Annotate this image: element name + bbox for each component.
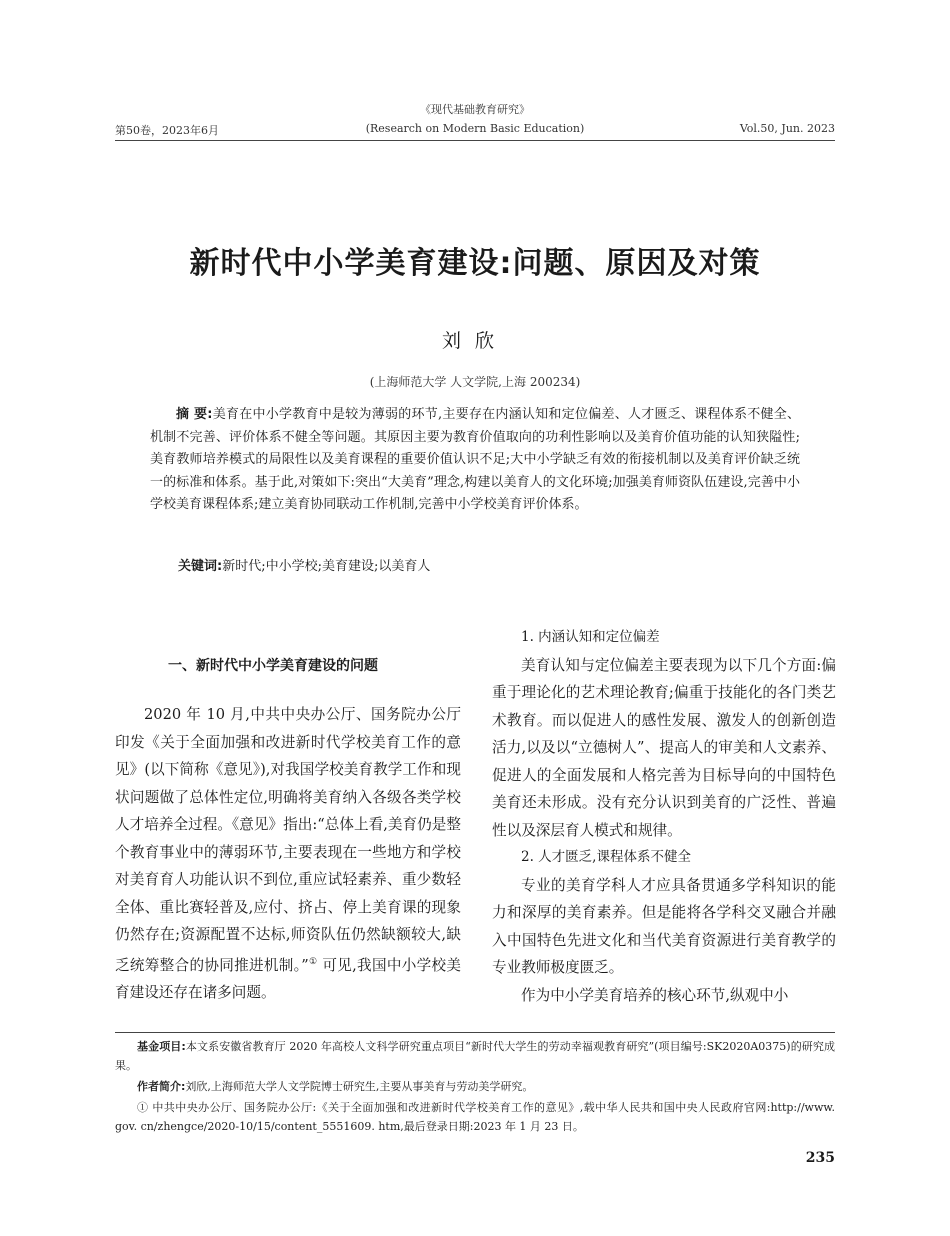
- fund-note: [115, 1037, 835, 1075]
- left-column-body: [115, 701, 461, 1006]
- footnote-marker: ①: [308, 956, 318, 967]
- abstract: [150, 404, 800, 517]
- author-note-text: 刘欣,上海师范大学人文学院博士研究生,主要从事美育与劳动美学研究。: [185, 1080, 534, 1093]
- author-note-label: 作者简介:: [137, 1080, 186, 1093]
- footnotes: [115, 1037, 835, 1136]
- page-number: 235: [805, 1150, 835, 1166]
- abstract-label: 摘 要:: [176, 407, 213, 422]
- section-heading-1: 一、新时代中小学美育建设的问题: [168, 658, 378, 674]
- issue-en: Vol.50, Jun. 2023: [739, 122, 835, 135]
- left-paragraph-1-text: 2020 年 10 月,中共中央办公厅、国务院办公厅印发《关于全面加强和改进新时代学校美育工作的意见》(以下简称《意见》),对我国学校美育教学工作和现状问题做了总体性定位,明确将美育纳入各级各类学校人才培养全过程。《意见》指出:“总体上看,美育仍是整个教育事业中的薄弱环节,主要表现在一些地方和学校对美育育人功能认识不到位,重应试轻素养、重少数轻全体、重比赛轻普及,应付、挤占、停上美育课的现象仍然存在;资源配置不达标,师资队伍仍然缺额较大,缺乏统筹整合的协同推进机制。”: [115, 706, 461, 974]
- journal-name-cn: 《现代基础教育研究》: [420, 103, 530, 116]
- right-paragraph-1: 美育认知与定位偏差主要表现为以下几个方面:偏重于理论化的艺术理论教育;偏重于技能化的各门类艺术教育。而以促进人的感性发展、激发人的创新创造活力,以及以“立德树人”、提高人的审美和人文素养、促进人的全面发展和人格完善为目标导向的中国特色美育还未形成。没有充分认识到美育的广泛性、普遍性以及深层育人模式和规律。: [492, 656, 836, 839]
- subheading-2: 2. 人才匮乏,课程体系不健全: [521, 849, 691, 865]
- issue-cn: 第50卷，2023年6月: [115, 124, 219, 137]
- header-rule: [115, 140, 835, 141]
- keywords-text: 新时代;中小学校;美育建设;以美育人: [222, 559, 431, 574]
- keywords-label: 关键词:: [178, 559, 223, 574]
- right-paragraph-2: 专业的美育学科人才应具备贯通多学科知识的能力和深厚的美育素养。但是能将各学科交叉融合并融入中国特色先进文化和当代美育资源进行美育教学的专业教师极度匮乏。: [492, 876, 836, 976]
- footnote-rule: [115, 1032, 835, 1033]
- subheading-1: 1. 内涵认知和定位偏差: [521, 629, 660, 645]
- right-column-body: [492, 624, 836, 1009]
- fund-text: 本文系安徽省教育厅 2020 年高校人文科学研究重点项目“新时代大学生的劳动幸福观教育研究”(项目编号:SK2020A0375)的研究成果。: [115, 1040, 835, 1072]
- left-paragraph-1: [115, 701, 461, 1006]
- fund-label: 基金项目:: [137, 1040, 186, 1053]
- author-name: 刘欣: [441, 330, 508, 352]
- left-paragraph-1-end: 可见,我国中小学校美育建设还存在诸多问题。: [115, 956, 461, 1001]
- right-paragraph-3: 作为中小学美育培养的核心环节,纵观中小: [521, 986, 789, 1004]
- paper-title: 新时代中小学美育建设:问题、原因及对策: [189, 246, 761, 281]
- keywords: [178, 555, 430, 574]
- footnote-1: ① 中共中央办公厅、国务院办公厅:《关于全面加强和改进新时代学校美育工作的意见》,载中华人民共和国中央人民政府官网:http://www. gov. cn/zhengce/2020-10/15/content_5551609. htm,最后登录日期:2023 年 1 月 23 日。: [115, 1101, 835, 1133]
- author-note: [115, 1077, 835, 1096]
- affiliation: (上海师范大学 人文学院,上海 200234): [369, 375, 581, 389]
- abstract-text: 美育在中小学教育中是较为薄弱的环节,主要存在内涵认知和定位偏差、人才匮乏、课程体系不健全、机制不完善、评价体系不健全等问题。其原因主要为教育价值取向的功利性影响以及美育价值功能的认知狭隘性;美育教师培养模式的局限性以及美育课程的重要价值认识不足;大中小学缺乏有效的衔接机制以及美育评价缺乏统一的标准和体系。基于此,对策如下:突出“大美育”理念,构建以美育人的文化环境;加强美育师资队伍建设,完善中小学校美育课程体系;建立美育协同联动工作机制,完善中小学校美育评价体系。: [150, 407, 800, 512]
- journal-name-en: (Research on Modern Basic Education): [365, 122, 585, 135]
